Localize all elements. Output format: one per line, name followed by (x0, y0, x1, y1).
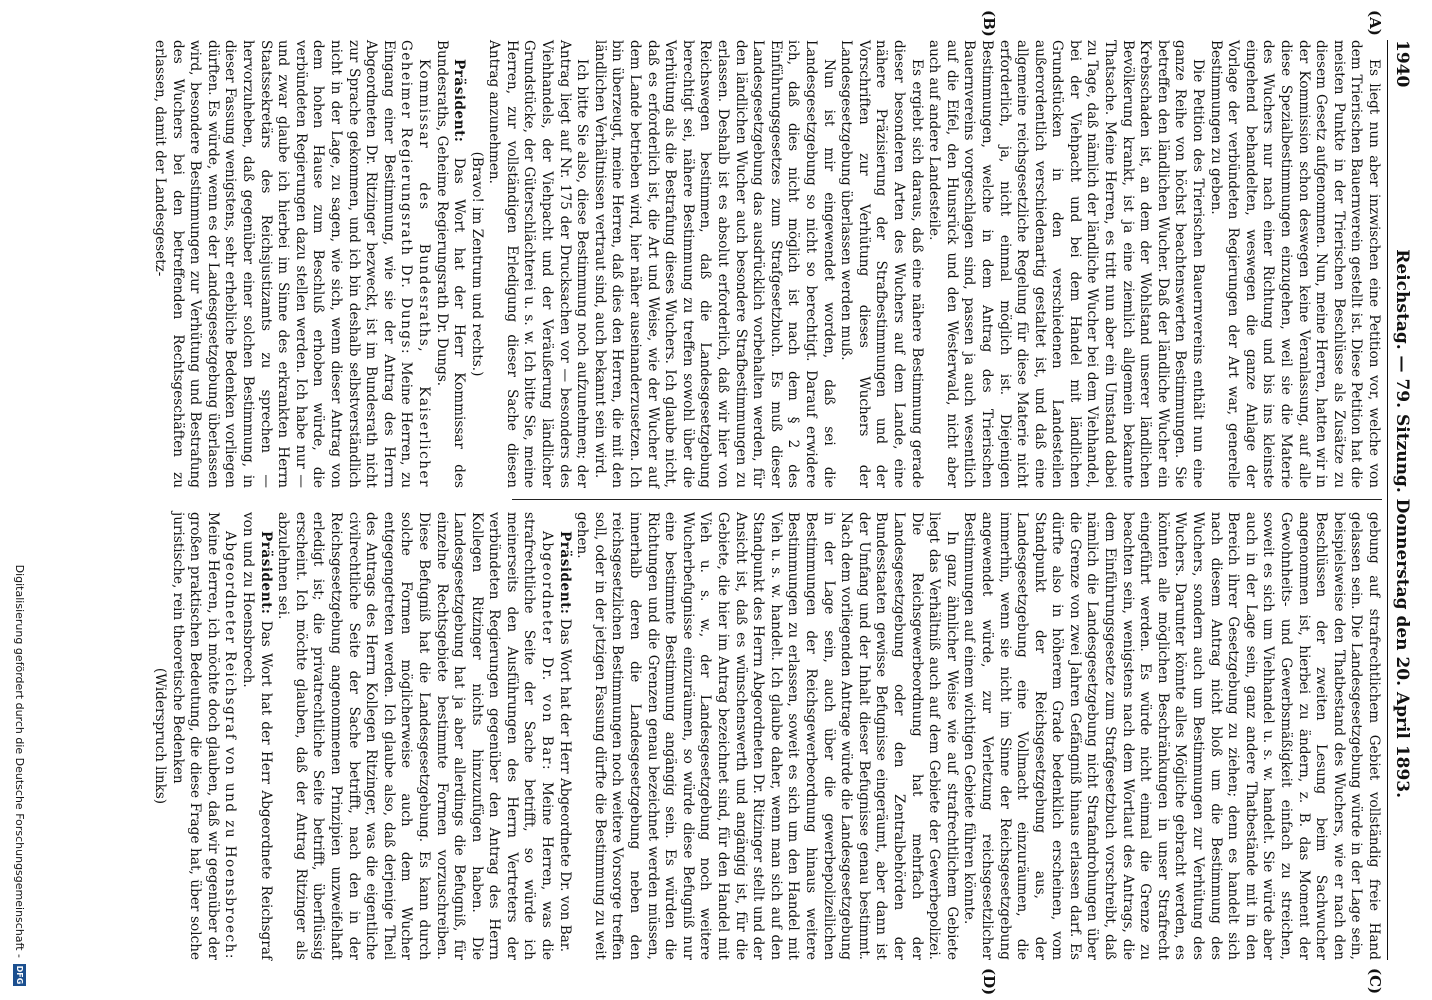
page-number: 1940 (1392, 40, 1412, 88)
left-paragraph-4: Nun ist mir eingewendet worden, daß sei die Landesgesetzgebung so nicht so berechtigt. Darauf erwidere ich, daß dies nicht möglich ist nach dem § 2 des Einführungsgesetzes zum Strafgesetzbuch. Es muß dieser Landesgesetzgebung das ausdrücklich vorbehalten werden, für den ländlichen Wucher auch besondere Strafbestimmungen zu erlassen. Deshalb ist es absolut erforderlich, daß wir hier von Reichswegen bestimmen, daß die Landesgesetzgebung berechtigt sei, nähere Bestimmung zu treffen sowohl über die Verhütung als die Bestrafung dieses Wuchers. Ich glaube nicht, daß es erforderlich ist, die Art und Weise, wie der Wucher auf dem Lande betrieben wird, hier näher auseinanderzusetzen. Ich bin überzeugt, meine Herren, daß dies den Herren, die mit den ländlichen Verhältnissen vertraut sind, auch bekannt sein wird. (591, 40, 837, 488)
margin-marker-c: (C) (1366, 968, 1384, 995)
president-remark-3 (238, 512, 273, 960)
dfg-logo: DFG (15, 965, 25, 985)
president-remark-2-text: Das Wort hat der Herr Abgeordnete Dr. von Bar. (556, 618, 573, 953)
margin-marker-b: (B) (980, 10, 998, 37)
left-column (150, 40, 1382, 488)
speech-von-bar-text: Meine Herren, was die strafrechtliche Seite der Sache betrifft, so würde ich meinerseits den Ausführungen des Herrn Vertreters der verbündeten Regierungen gegenüber den Antrag des Herrn Kollegen Ritzinger nichts hinzuzufügen haben. Die Landesgesetzgebung hat ja aber allerdings die Befugniß, für einzelne Rechtsgebiete bestimmte Formen vorzuschreiben. Diese Befugniß hat die Landesgesetzgebung. Es kann durch solche Formen möglicherweise auch dem Wucher entgegengetreten werden. Ich glaube also, daß derjenige Theil des Antrags des Herrn Kollegen Ritzinger, was die eigentliche civilrechtliche Seite der Sache betrifft, nach den in der Reichsgesetzgebung angenommenen Prinzipien unzweifelhaft erledigt ist; die privatrechtliche Seite betrifft, überflüssig erscheint. Ich möchte glauben, daß der Antrag Ritzinger als abzulehnen sei. (275, 512, 556, 961)
header-rule (1387, 40, 1388, 960)
speaker-president-1: Präsident: (451, 59, 468, 143)
speech-dungs-text: Meine Herren, zu Eingang einer Bestimmung, wie sie der Antrag des Herrn Abgeordneten Dr. Ritzinger bezweckt, ist im Bundesrath nicht zur Sprache gekommen, und ich bin deshalb selbstverständlich nicht in der Lage, zu sagen, wie sich, wenn dieser Antrag von dem hohen Hause zum Beschluß erhoben würde, die verbündeten Regierungen dazu stellen werden. Ich habe nur — und zwar glaube ich hierbei im Sinne des erkrankten Herrn Staatssekretärs des Reichsjustizamts zu sprechen — hervorzuheben, daß gegenüber einer solchen Bestimmung, in dieser Fassung wenigstens, sehr erhebliche Bedenken vorliegen dürften. Es würde, wenn es der Landesgesetzgebung überlassen wird, besondere Bestimmungen zur Verhütung und Bestrafung des Wuchers bei den betreffenden Rechtsgeschäften zu erlassen, damit der Landesgesetz- (152, 40, 415, 489)
speech-dungs (150, 40, 432, 488)
speaker-president-3: Präsident: (257, 531, 274, 615)
speaker-dungs: Kommissar des Bundesraths, Kaiserlicher Geheimer Regierungsrath Dr. Dungs: (398, 40, 432, 488)
president-remark-1-text: Das Wort hat der Herr Kommissar des Bundesraths, Geheime Regierungsrath Dr. Dungs. (433, 40, 468, 488)
left-paragraph-2: Die Petition des Trierischen Bauernvereins enthält nun eine ganze Reihe von höchst beachtenswerten Bestimmungen. Sie betreffen den ländlichen Wucher. Daß der ländliche Wucher ein Krebsschaden ist, an dem der Wohlstand unserer ländlichen Bevölkerung krankt, ist ja eine ziemlich allgemein bekannte Thatsache. Meine Herren, es tritt nun aber ein Umstand dabei zu Tage, daß nämlich der ländliche Wucher bei dem Viehhandel, bei der Viehpacht und bei dem Handel mit ländlichen Grundstücken in den verschiedenen Landesteilen außerordentlich verschiedenartig gestaltet ist, und daß eine allgemeine reichsgesetzliche Regelung für diese Materie nicht erforderlich, ja, nicht einmal möglich ist. Diejenigen Bestimmungen, welche in dem Antrag des Trierischen Bauernvereins vorgeschlagen sind, passen ja auch wesentlich auf die Eifel, den Hunsrück und den Westerwald, nicht aber auch auf andere Landesteile. (926, 40, 1207, 488)
page-running-title: Reichstag. — 79. Sitzung. Donnerstag den 20. April 1893. (1392, 249, 1412, 799)
speaker-president-2: Präsident: (556, 531, 573, 615)
right-column (150, 512, 1382, 960)
speaker-hoensbroech: Abgeordneter Reichsgraf von und zu Hoensbroech: (222, 531, 239, 960)
left-paragraph-1: Es liegt nun aber inzwischen eine Petition vor, welche von dem Trierischen Bauernverein gestellt ist. Diese Petition hat die meisten Punkte in der Trierischen Beschlüsse als Zusätze zu diesem Gesetz aufgenommen. Nun, meine Herren, hatten wir in der Kommission schon deswegen keine Veranlassung, auf alle diese Spezialbestimmungen einzugehen, weil sie die Materie des Wuchers nur nach einer Richtung und bis ins kleinste eingehend behandelten, weswegen die ganze Anlage der Vorlage der verbündeten Regierungen der Art war, generelle Bestimmungen zu geben. (1207, 40, 1382, 488)
left-paragraph-3: Es ergiebt sich daraus, daß eine nähere Bestimmung gerade dieser besonderen Arten des Wuchers auf dem Lande, eine nähere Präzisierung der Strafbestimmungen und der Vorschriften zur Verhütung dieses Wuchers der Landesgesetzgebung überlassen werden muß. (838, 40, 925, 488)
president-remark-2 (555, 512, 573, 960)
left-paragraph-5: Ich bitte Sie also, diese Bestimmung noch aufzunehmen; der Antrag liegt auf Nr. 175 der Drucksachen vor — besonders des Viehhandels, der Viehpacht und der Veräußerung ländlicher Grundstücke, der Güterschlächterei u. s. w. Ich bitte Sie, meine Herren, zur vollständigen Erledigung dieser Sache diesen Antrag anzunehmen. (486, 40, 591, 488)
margin-marker-d: (D) (980, 968, 998, 996)
credit-text: Digitalisierung gefördert durch die Deutsche Forschungsgemeinschaft - (13, 564, 27, 958)
digitization-credit (8, 0, 32, 1000)
margin-marker-a: (A) (1366, 10, 1384, 36)
speech-hoensbroech-text: Meine Herren, ich möchte doch glauben, daß wir gegenüber der großen praktischen Bedeutung, die diese Frage hat, über solche juristische, rein theoretische Bedenken (169, 512, 221, 960)
right-paragraph-2: In ganz ähnlicher Weise wie auf strafrechtlichem Gebiete liegt das Verhältniß auch auf dem Gebiete der Gewerbepolizei. Die Reichsgewerbeordnung hat mehrfach der Landesgesetzgebung oder den Zentralbehörden der Bundesstaaten gewisse Befugnisse eingeräumt, aber dann ist der Umfang und der Inhalt dieser Befugnisse genau bestimmt. Nach dem vorliegenden Antrage würde die Landesgesetzgebung in der Lage sein, auch über die gewerbepolizeilichen Bestimmungen der Reichsgewerbeordnung hinaus weitere Bestimmungen zu erlassen, soweit es sich um den Handel mit Vieh u. s. w. handelt. Ich glaube daher, wenn man sich auf den Standpunkt des Herrn Abgeordneten Dr. Ritzinger stellt und der Ansicht ist, daß es wünschenswerth und angängig ist, für die Gebiete, die hier im Antrag bezeichnet sind, für den Handel mit Vieh u. s. w., der Landesgesetzgebung noch weitere Wucherbefugnisse einzuräumen, so würde diese Befugniß nur eine bestimmte Bestimmung angängig sein. Es würden die Richtungen und die Grenzen genau bezeichnet werden müssen, innerhalb deren die Landesgesetzgebung neben den reichsgesetzlichen Bestimmungen noch weitere Vorsorge treffen soll, oder in der jetzigen Fassung dürfte die Bestimmung zu weit gehen. (574, 512, 960, 960)
speech-von-bar (274, 512, 556, 960)
applause-note-1: (Bravo! im Zentrum und rechts.) (468, 151, 485, 377)
president-remark-3-text: Das Wort hat der Herr Abgeordnete Reichsgraf von und zu Hoensbroech. (240, 512, 274, 960)
speech-hoensbroech (168, 512, 238, 960)
speaker-von-bar: Abgeordneter Dr. von Bar: (539, 531, 556, 772)
page-header (1392, 40, 1418, 960)
column-divider (512, 499, 1382, 500)
interjection-note: (Widerspruch links) (152, 667, 169, 805)
president-remark-1 (432, 40, 467, 488)
right-paragraph-1: gebung auf strafrechtlichem Gebiet vollständig freie Hand gelassen sein. Die Landesgesetzgebung würde in der Lage sein, beispielsweise den Thatbestand des Wuchers, wie er nach den Beschlüssen der zweiten Lesung beim Sachwucher angenommen ist, hierbei zu ändern, z. B. das Moment der Gewohnheits- und Gewerbsmäßigkeit einfach zu streichen, soweit es sich um Viehhandel u. s. w. handelt. Sie würde aber auch in der Lage sein, ganz andere Thatbestände mit in den Bereich ihrer Gesetzgebung zu ziehen; denn es handelt sich nach diesem Antrag nicht bloß um die Bestimmung des Wuchers, sondern auch um Bestimmungen zur Verhütung des Wuchers. Darunter könnte alles Mögliche gebracht werden, es könnten alle möglichen Beschränkungen in unser Strafrecht eingeführt werden. Es würde nicht einmal die Grenze zu beachten sein, wenigstens nach dem Wortlaut des Antrags, die dem Einführungsgesetze zum Strafgesetzbuch vorschreibt, daß nämlich die Landesgesetzgebung nicht Strafandrohungen über die Grenze von zwei Jahren Gefängniß hinaus erlassen darf. Es dürfte also in höherem Grade bedenklich erscheinen, vom Standpunkt der Reichsgesetzgebung aus, der Landesgesetzgebung eine Vollmacht einzuräumen, die immerhin, wenn sie nicht im Sinne der Reichsgesetzgebung angewendet würde, zur Verletzung reichsgesetzlicher Bestimmungen auf einem wichtigen Gebiete führen könnte. (961, 512, 1382, 960)
